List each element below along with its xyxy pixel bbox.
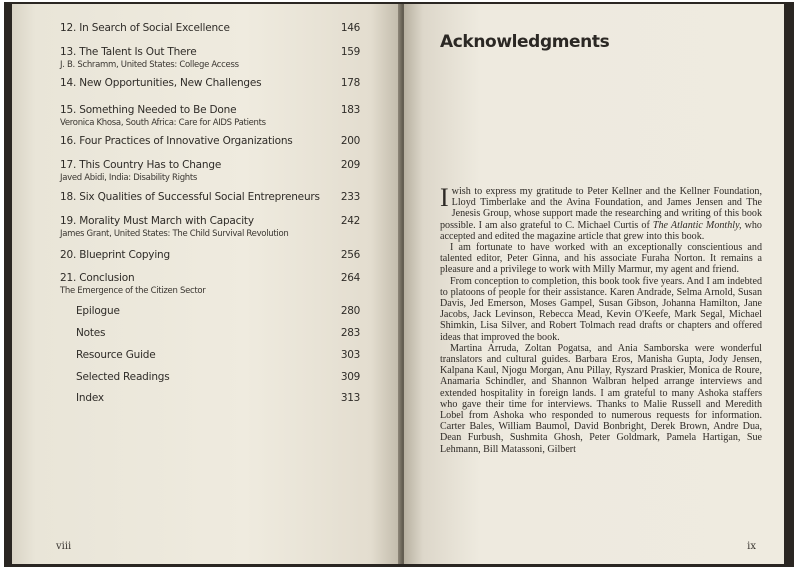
toc-entry-title: 17. This Country Has to Change	[60, 159, 222, 171]
toc-entry-page-number: 256	[340, 249, 360, 261]
toc-entry	[60, 305, 360, 317]
toc-entry-title: 13. The Talent Is Out There	[60, 46, 197, 58]
toc-entry-page-number: 313	[340, 392, 360, 404]
toc-entry-page-number: 146	[340, 22, 360, 34]
toc-entry-title: 18. Six Qualities of Successful Social Entrepreneurs	[60, 191, 320, 203]
toc-entry	[60, 349, 360, 361]
toc-entry-page-number: 183	[340, 104, 360, 116]
toc-entry-subtitle: Javed Abidi, India: Disability Rights	[60, 173, 198, 183]
page-title: Acknowledgments	[440, 32, 610, 52]
toc-entry	[60, 159, 360, 183]
toc-entry-title: 19. Morality Must March with Capacity	[60, 215, 254, 227]
toc-entry-title: Notes	[76, 327, 106, 339]
toc-entry	[60, 371, 360, 383]
toc-entry	[60, 215, 360, 239]
toc-entry-page-number: 264	[340, 272, 360, 284]
toc-entry-subtitle: James Grant, United States: The Child Survival Revolution	[60, 229, 289, 239]
paragraph-3: From conception to completion, this book took five years. And I am indebted to platoons of people for their assistance. Karen Andrade, Selma Arnold, Susan Davis, Jed Emerson, Moses Gampel, Susan Gibson, Johanna Hamilton, Jane Jacobs, Jack Levinson, Rebecca Mead, Kevin O'Keefe, Mark Segal, Michael Shimkin, Lisa Silver, and Robert Tolmach read drafts or chapters and offered ideas that improved the book.	[440, 275, 762, 343]
toc-entry	[60, 327, 360, 339]
toc-entry-page-number: 200	[340, 135, 360, 147]
paragraph-1-text-a: wish to express my gratitude to Peter Kellner and the Kellner Foundation, Lloyd Timberlake and the Avina Foundation, and James Jensen and The Jenesis Group, whose support made the researching and writing of this book possible. I am also grateful to C. Michael Curtis of	[440, 186, 762, 231]
page-number-left: viii	[56, 541, 72, 552]
toc-entry-page-number: 242	[340, 215, 360, 227]
toc-entry	[60, 22, 360, 34]
paragraph-2: I am fortunate to have worked with an exceptionally conscientious and talented editor, Peter Ginna, and his associate Furaha Norton. It remains a pleasure and a privilege to work with Milly Marmur, my agent and friend.	[440, 242, 762, 276]
left-page	[12, 4, 402, 564]
toc-entry-page-number: 283	[340, 327, 360, 339]
toc-entry-page-number: 309	[340, 371, 360, 383]
toc-entry-page-number: 280	[340, 305, 360, 317]
toc-entry-page-number: 178	[340, 77, 360, 89]
toc-entry-subtitle: The Emergence of the Citizen Sector	[60, 286, 206, 296]
toc-entry	[60, 392, 360, 404]
acknowledgments-body	[440, 183, 762, 455]
toc-entry	[60, 104, 360, 128]
toc-entry-subtitle: J. B. Schramm, United States: College Access	[60, 60, 239, 70]
toc-entry-title: 21. Conclusion	[60, 272, 135, 284]
toc-entry	[60, 249, 360, 261]
toc-entry-title: Index	[76, 392, 104, 404]
toc-entry-title: 15. Something Needed to Be Done	[60, 104, 237, 116]
toc-entry-page-number: 233	[340, 191, 360, 203]
toc-entry-subtitle: Veronica Khosa, South Africa: Care for AIDS Patients	[60, 118, 266, 128]
toc-entry-title: 14. New Opportunities, New Challenges	[60, 77, 262, 89]
toc-entry-page-number: 303	[340, 349, 360, 361]
toc-entry-page-number: 209	[340, 159, 360, 171]
paragraph-4: Martina Arruda, Zoltan Pogatsa, and Ania Samborska were wonderful translators and cultural guides. Barbara Eros, Manisha Gupta, Jody Jensen, Kalpana Kaul, Njogu Morgan, Anu Pillay, Ryszard Praskier, Monica de Roure, Anamaria Schindler, and Shannon Walbran helped arrange interviews and extended hospitality in foreign lands. I am grateful to many Ashoka staffers who gave their time for interviews. Thanks to Malie Russell and Meredith Lobel from Ashoka who responded to numerous requests for information. Carter Bales, William Baumol, David Bonbright, Derek Brown, Andre Dua, Dean Furbush, Sushmita Ghosh, Peter Goldmark, Pamela Hartigan, Sue Lehmann, Bill Matassoni, Gilbert	[440, 342, 762, 455]
toc-entry	[60, 46, 360, 70]
toc-entry	[60, 272, 360, 296]
toc-entry	[60, 135, 360, 147]
toc-entry	[60, 77, 360, 89]
drop-cap: I	[440, 183, 449, 212]
toc-entry-title: 12. In Search of Social Excellence	[60, 22, 230, 34]
toc-entry	[60, 191, 360, 203]
toc-entry-title: Epilogue	[76, 305, 120, 317]
toc-entry-title: Selected Readings	[76, 371, 170, 383]
publication-title: The Atlantic Monthly,	[652, 219, 742, 231]
toc-entry-title: 20. Blueprint Copying	[60, 249, 170, 261]
page-number-right: ix	[747, 541, 756, 552]
right-page	[404, 4, 784, 564]
toc-entry-page-number: 159	[340, 46, 360, 58]
paragraph-1	[440, 183, 762, 242]
toc-entry-title: 16. Four Practices of Innovative Organizations	[60, 135, 293, 147]
toc-entry-title: Resource Guide	[76, 349, 156, 361]
paragraph-1-text-b: who accepted and edited the magazine article that grew into this book.	[440, 219, 762, 242]
